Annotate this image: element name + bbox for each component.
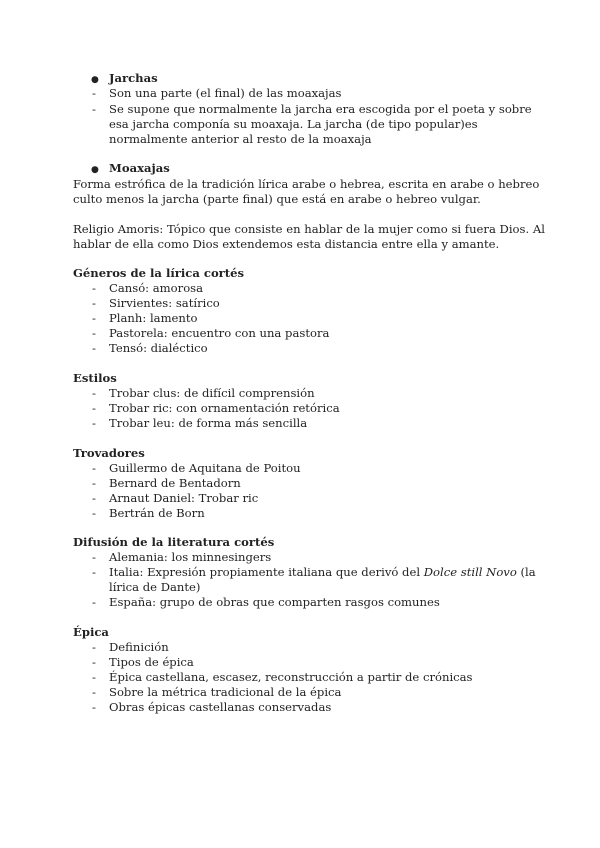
dash-icon: - bbox=[92, 595, 96, 609]
dash-icon: - bbox=[92, 401, 96, 415]
list-item-continuation: esa jarcha componía su moaxaja. La jarcha (de tipo popular)es bbox=[109, 117, 478, 131]
list-item: Tensó: dialéctico bbox=[109, 341, 208, 355]
dash-icon: - bbox=[92, 476, 96, 490]
list-item: Sobre la métrica tradicional de la épica bbox=[109, 685, 342, 699]
dash-icon: - bbox=[92, 655, 96, 669]
bullet-icon: ● bbox=[91, 75, 99, 85]
list-item: Trobar ric: con ornamentación retórica bbox=[109, 401, 340, 415]
section-heading: Difusión de la literatura cortés bbox=[73, 535, 275, 549]
dash-icon: - bbox=[92, 386, 96, 400]
list-item: Son una parte (el final) de las moaxajas bbox=[109, 86, 342, 100]
list-item: Épica castellana, escasez, reconstrucción a partir de crónicas bbox=[109, 670, 473, 684]
list-item: Arnaut Daniel: Trobar ric bbox=[109, 491, 259, 505]
dash-icon: - bbox=[92, 461, 96, 475]
paragraph-line: Forma estrófica de la tradición lírica arabe o hebrea, escrita en arabe o hebreo bbox=[73, 177, 540, 191]
list-item-continuation: normalmente anterior al resto de la moaxaja bbox=[109, 132, 372, 146]
section-heading: Estilos bbox=[73, 371, 117, 385]
list-item: Trobar clus: de difícil comprensión bbox=[109, 386, 315, 400]
dash-icon: - bbox=[92, 296, 96, 310]
paragraph-line: culto menos la jarcha (parte final) que está en arabe o hebreo vulgar. bbox=[73, 192, 481, 206]
dash-icon: - bbox=[92, 86, 96, 100]
paragraph-line: Religio Amoris: Tópico que consiste en hablar de la mujer como si fuera Dios. Al bbox=[73, 222, 545, 236]
dash-icon: - bbox=[92, 640, 96, 654]
list-item: Trobar leu: de forma más sencilla bbox=[109, 416, 308, 430]
section-heading: Épica bbox=[73, 625, 109, 639]
list-item: Alemania: los minnesingers bbox=[109, 550, 272, 564]
list-item: Tipos de épica bbox=[109, 655, 194, 669]
list-item: Sirvientes: satírico bbox=[109, 296, 220, 310]
dash-icon: - bbox=[92, 506, 96, 520]
dash-icon: - bbox=[92, 281, 96, 295]
dash-icon: - bbox=[92, 700, 96, 714]
dash-icon: - bbox=[92, 102, 96, 116]
dash-icon: - bbox=[92, 565, 96, 579]
dash-icon: - bbox=[92, 670, 96, 684]
jarchas-heading: Jarchas bbox=[109, 71, 158, 85]
list-item bbox=[109, 565, 536, 580]
list-item-continuation: lírica de Dante) bbox=[109, 580, 201, 594]
dash-icon: - bbox=[92, 341, 96, 355]
list-item: España: grupo de obras que comparten rasgos comunes bbox=[109, 595, 440, 609]
list-item: Se supone que normalmente la jarcha era escogida por el poeta y sobre bbox=[109, 102, 532, 116]
moaxajas-heading: Moaxajas bbox=[109, 161, 170, 175]
list-item: Guillermo de Aquitana de Poitou bbox=[109, 461, 301, 475]
list-item: Bernard de Bentadorn bbox=[109, 476, 241, 490]
list-item: Definición bbox=[109, 640, 169, 654]
list-item: Pastorela: encuentro con una pastora bbox=[109, 326, 330, 340]
paragraph-line: hablar de ella como Dios extendemos esta distancia entre ella y amante. bbox=[73, 237, 500, 251]
section-heading: Géneros de la lírica cortés bbox=[73, 266, 245, 280]
list-item: Planh: lamento bbox=[109, 311, 198, 325]
dash-icon: - bbox=[92, 491, 96, 505]
italia-text-end: (la bbox=[516, 565, 536, 579]
italia-emphasis: Dolce still Novo bbox=[423, 565, 517, 579]
dash-icon: - bbox=[92, 311, 96, 325]
dash-icon: - bbox=[92, 326, 96, 340]
dash-icon: - bbox=[92, 416, 96, 430]
italia-text: Italia: Expresión propiamente italiana que derivó del bbox=[109, 565, 424, 579]
dash-icon: - bbox=[92, 685, 96, 699]
dash-icon: - bbox=[92, 550, 96, 564]
list-item: Cansó: amorosa bbox=[109, 281, 204, 295]
section-heading: Trovadores bbox=[73, 446, 145, 460]
bullet-icon: ● bbox=[91, 165, 99, 175]
list-item: Bertrán de Born bbox=[109, 506, 205, 520]
list-item: Obras épicas castellanas conservadas bbox=[109, 700, 332, 714]
